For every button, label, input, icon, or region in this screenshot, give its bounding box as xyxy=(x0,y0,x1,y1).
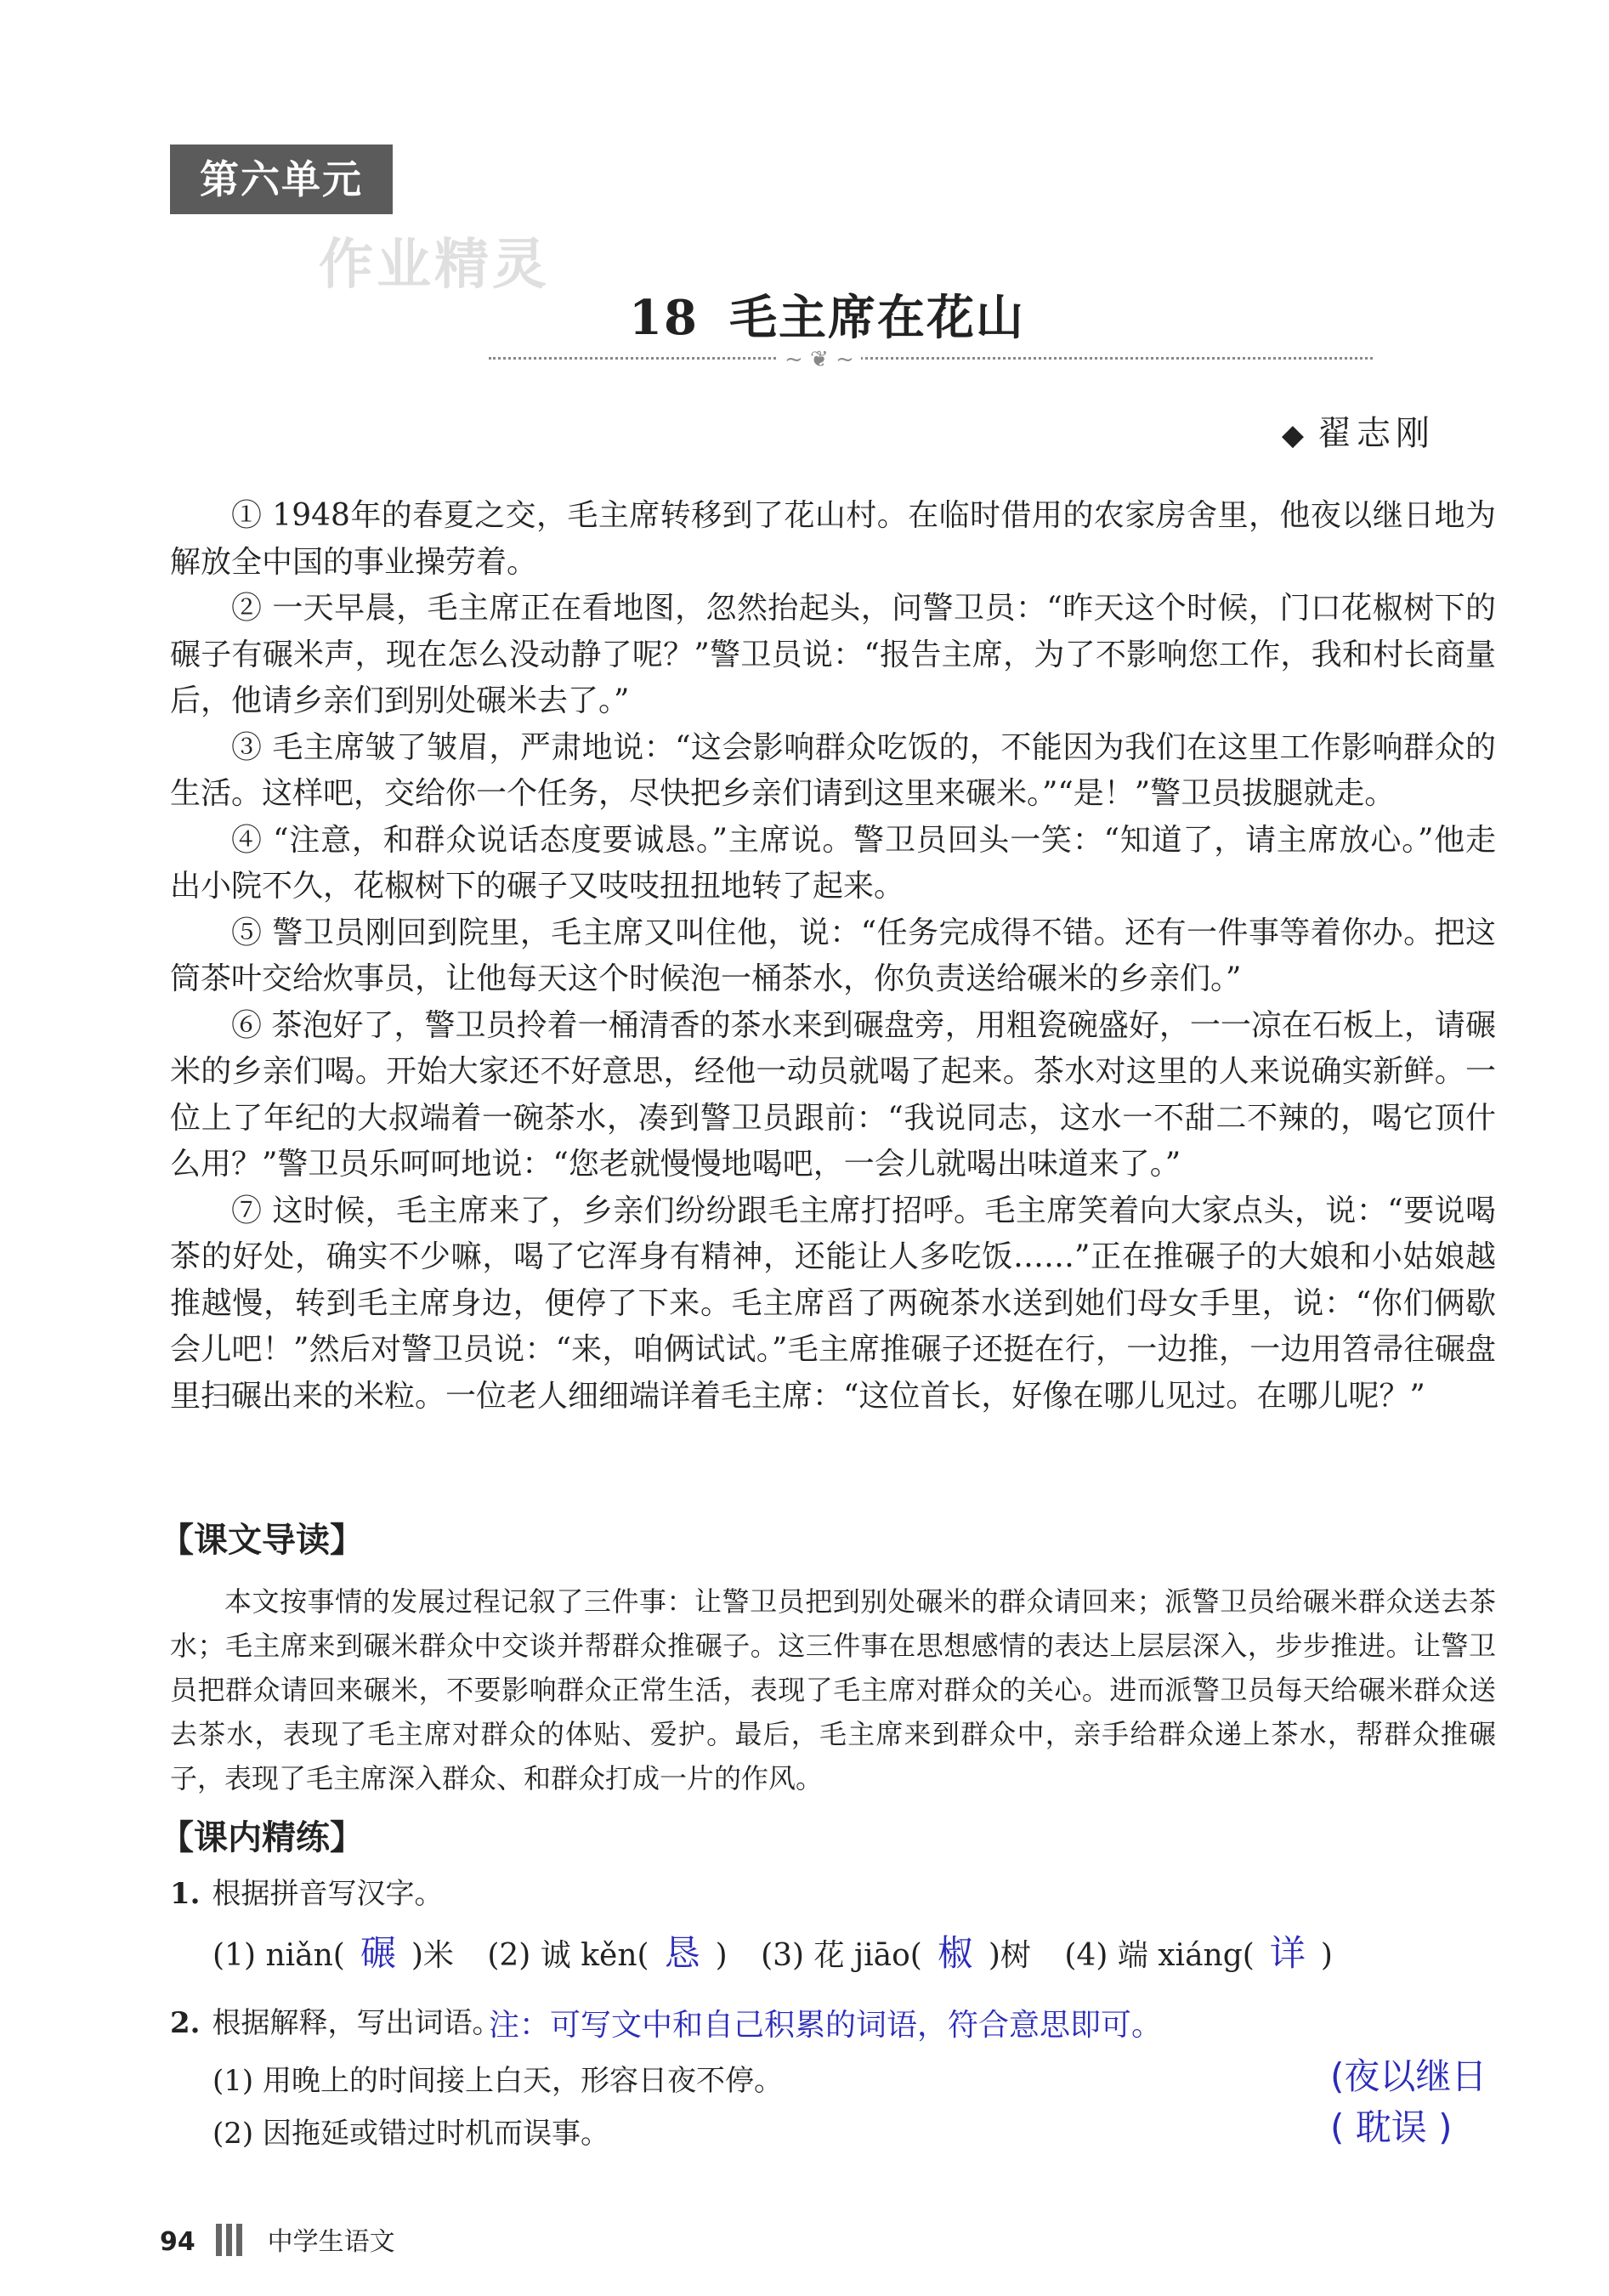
handwritten-answer: 恳 xyxy=(664,1932,700,1974)
guide-text: 本文按事情的发展过程记叙了三件事：让警卫员把到别处碾米的群众请回来；派警卫员给碾米群众送去茶水；毛主席来到碾米群众中交谈并帮群众推碾子。这三件事在思想感情的表达上层层深入，步步推进。让警卫员把群众请回来碾米，不要影响群众正常生活，表现了毛主席对群众的关心。进而派警卫员每天给碾米群众送去茶水，表现了毛主席对群众的体贴、爱护。最后，毛主席来到群众中，亲手给群众递上茶水，帮群众推碾子，表现了毛主席深入群众、和群众打成一片的作风。 xyxy=(170,1585,1496,1794)
paragraph-5: ⑤ 警卫员刚回到院里，毛主席又叫住他，说：“任务完成得不错。还有一件事等着你办。把这筒茶叶交给炊事员，让他每天这个时候泡一桶茶水，你负责送给碾米的乡亲们。” xyxy=(170,915,1496,996)
watermark: 作业精灵 xyxy=(319,234,550,297)
divider-ornament: ~ ❦ ~ xyxy=(778,347,861,372)
question-2 xyxy=(170,1999,501,2041)
diamond-icon: ◆ xyxy=(1281,418,1309,452)
handwritten-answer: 详 xyxy=(1269,1932,1306,1974)
question-1-number: 1. xyxy=(170,1877,201,1911)
answer-note: 注：可写文中和自己积累的词语，符合意思即可。 xyxy=(489,2008,1163,2043)
handwritten-answer: 碾 xyxy=(360,1932,396,1974)
question-1-text: 根据拼音写汉字。 xyxy=(212,1877,444,1911)
paragraph-6: ⑥ 茶泡好了，警卫员拎着一桶清香的茶水来到碾盘旁，用粗瓷碗盛好，一一凉在石板上，请碾米的乡亲们喝。开始大家还不好意思，经他一动员就喝了起来。茶水对这里的人来说确实新鲜。一位上了年纪的大叔端着一碗茶水，凑到警卫员跟前：“我说同志，这水一不甜二不辣的，喝它顶什么用？”警卫员乐呵呵地说：“您老就慢慢地喝吧，一会儿就喝出味道来了。” xyxy=(170,1007,1496,1182)
paragraph-4: ④ “注意，和群众说话态度要诚恳。”主席说。警卫员回头一笑：“知道了，请主席放心。”他走出小院不久，花椒树下的碾子又吱吱扭扭地转了起来。 xyxy=(170,822,1496,904)
footer-bars xyxy=(216,2224,246,2263)
pinyin-items xyxy=(212,1925,1357,1976)
handwritten-answer: 椒 xyxy=(937,1932,973,1974)
practice-heading: 【课内精练】 xyxy=(160,1818,364,1857)
question-2-text: 根据解释，写出词语。 xyxy=(212,2006,501,2040)
handwritten-answer-2: ( 耽误 ) xyxy=(1330,2106,1453,2148)
magazine-name: 中学生语文 xyxy=(267,2227,395,2257)
pinyin-item: (1) niǎn( 碾 )米 xyxy=(212,1925,454,1976)
title-divider xyxy=(489,357,1373,360)
paragraph-7: ⑦ 这时候，毛主席来了，乡亲们纷纷跟毛主席打招呼。毛主席笑着向大家点头，说：“要说喝茶的好处，确实不少嘛，喝了它浑身有精神，还能让人多吃饭……”正在推碾子的大娘和小姑娘越推越慢，转到毛主席身边，便停了下来。毛主席舀了两碗茶水送到她们母女手里，说：“你们俩歇会儿吧！”然后对警卫员说：“来，咱俩试试。”毛主席推碾子还挺在行，一边推，一边用笤帚往碾盘里扫碾出来的米粒。一位老人细细端详着毛主席：“这位首长，好像在哪儿见过。在哪儿呢？” xyxy=(170,1193,1496,1414)
page-number: 94 xyxy=(160,2227,195,2257)
question-2-number: 2. xyxy=(170,2006,201,2040)
handwritten-answer-1: (夜以继日 xyxy=(1330,2055,1487,2097)
paragraph-3: ③ 毛主席皱了皱眉，严肃地说：“这会影响群众吃饭的，不能因为我们在这里工作影响群众的生活。这样吧，交给你一个任务，尽快把乡亲们请到这里来碾米。”“是！”警卫员拔腿就走。 xyxy=(170,729,1496,811)
definition-2: (2) 因拖延或错过时机而误事。 xyxy=(212,2117,609,2151)
lesson-body xyxy=(170,493,1496,1420)
lesson-title xyxy=(629,281,1025,349)
author-line xyxy=(1282,406,1435,455)
pinyin-item: (2) 诚 kěn( 恳 ) xyxy=(487,1925,727,1976)
paragraph-1: ① 1948年的春夏之交，毛主席转移到了花山村。在临时借用的农家房舍里，他夜以继日地为解放全中国的事业操劳着。 xyxy=(170,498,1496,580)
author-name: 翟志刚 xyxy=(1317,414,1435,453)
page-footer xyxy=(160,2220,395,2263)
paragraph-2: ② 一天早晨，毛主席正在看地图，忽然抬起头，问警卫员：“昨天这个时候，门口花椒树下的碾子有碾米声，现在怎么没动静了呢？”警卫员说：“报告主席，为了不影响您工作，我和村长商量后，他请乡亲们到别处碾米去了。” xyxy=(170,591,1496,718)
question-1 xyxy=(170,1870,444,1912)
guide-heading: 【课文导读】 xyxy=(160,1521,364,1560)
pinyin-item: (3) 花 jiāo( 椒 )树 xyxy=(761,1925,1031,1976)
unit-tag: 第六单元 xyxy=(170,145,393,214)
lesson-number: 18 xyxy=(629,290,699,346)
pinyin-item: (4) 端 xiáng( 详 ) xyxy=(1064,1925,1333,1976)
definition-1: (1) 用晚上的时间接上白天，形容日夜不停。 xyxy=(212,2064,783,2098)
lesson-title-text: 毛主席在花山 xyxy=(728,290,1025,346)
